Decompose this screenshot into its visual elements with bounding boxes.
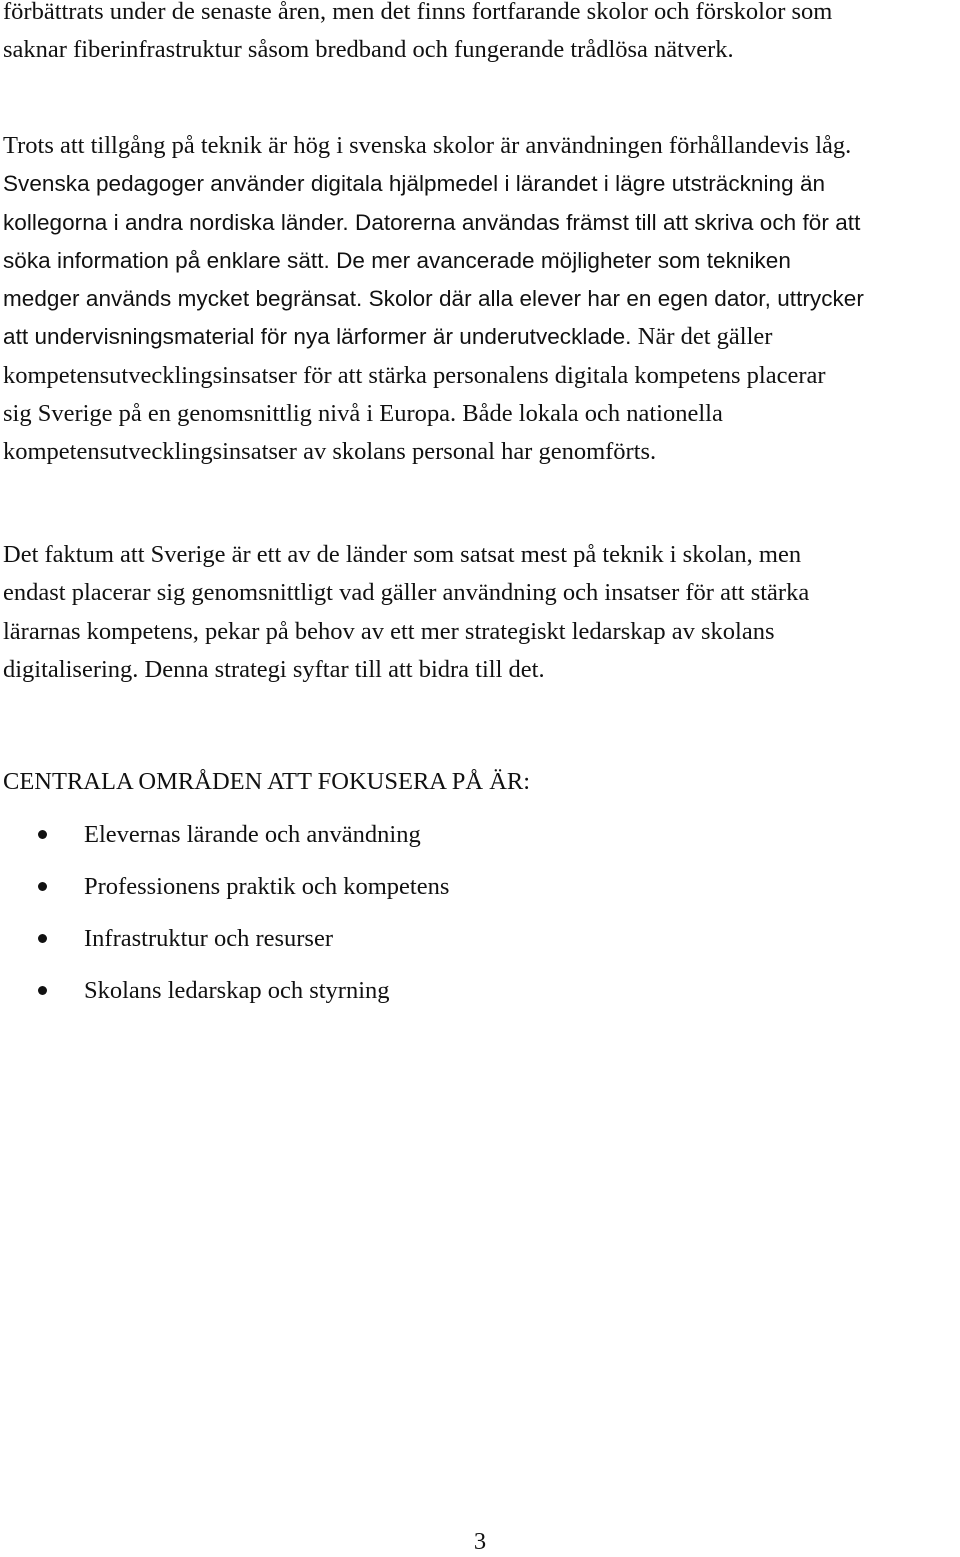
usage-text: medger används mycket begränsat. Skolor där alla elever har en egen dator, uttrycker	[3, 286, 864, 312]
usage-line	[3, 318, 958, 356]
strategy-line: digitalisering. Denna strategi syftar till att bidra till det.	[3, 655, 545, 683]
bullet-icon	[38, 934, 47, 943]
list-item-label: Professionens praktik och kompetens	[84, 873, 450, 900]
usage-text: När det gäller	[637, 323, 773, 351]
list-item-label: Skolans ledarskap och styrning	[84, 977, 390, 1004]
usage-text: kompetensutvecklingsinsatser för att stärka personalens digitala kompetens placerar	[3, 361, 826, 389]
usage-text: sig Sverige på en genomsnittlig nivå i Europa. Både lokala och nationella	[3, 400, 723, 428]
list-item-label: Infrastruktur och resurser	[84, 925, 333, 952]
usage-line	[3, 242, 958, 280]
usage-text: kollegorna i andra nordiska länder. Datorerna användas främst till att skriva och för att	[3, 209, 861, 235]
usage-line	[3, 127, 958, 165]
strategy-line: lärarnas kompetens, pekar på behov av ett mer strategiskt ledarskap av skolans	[3, 617, 775, 645]
intro-paragraph	[3, 0, 958, 70]
usage-line	[3, 280, 958, 318]
usage-text: Trots att tillgång på teknik är hög i svenska skolor är användningen förhållandevis låg.	[3, 132, 852, 159]
usage-line	[3, 204, 958, 242]
usage-paragraph	[3, 127, 958, 472]
usage-text: kompetensutvecklingsinsatser av skolans personal har genomförts.	[3, 438, 657, 466]
list-item-label: Elevernas lärande och användning	[84, 821, 421, 848]
intro-line: förbättrats under de senaste åren, men det finns fortfarande skolor och förskolor som	[3, 0, 833, 25]
bullet-icon	[38, 882, 47, 891]
intro-line: saknar fiberinfrastruktur såsom bredband och fungerande trådlösa nätverk.	[3, 36, 734, 64]
strategy-line: endast placerar sig genomsnittligt vad gäller användning och insatser för att stärka	[3, 579, 810, 607]
bullet-icon	[38, 830, 47, 839]
strategy-line: Det faktum att Sverige är ett av de länder som satsat mest på teknik i skolan, men	[3, 541, 802, 568]
usage-text: Svenska pedagoger använder digitala hjälpmedel i lärandet i lägre utsträckning än	[3, 171, 826, 197]
bullet-icon	[38, 986, 47, 995]
page-number: 3	[473, 1528, 487, 1555]
usage-text: söka information på enklare sätt. De mer avancerade möjligheter som tekniken	[3, 247, 791, 273]
usage-line	[3, 433, 958, 471]
usage-line	[3, 357, 958, 395]
usage-line	[3, 395, 958, 433]
strategy-paragraph	[3, 536, 958, 689]
usage-line	[3, 165, 958, 203]
focus-heading: CENTRALA OMRÅDEN ATT FOKUSERA PÅ ÄR:	[3, 768, 531, 795]
usage-text: att undervisningsmaterial för nya lärformer är underutvecklade.	[3, 324, 638, 350]
